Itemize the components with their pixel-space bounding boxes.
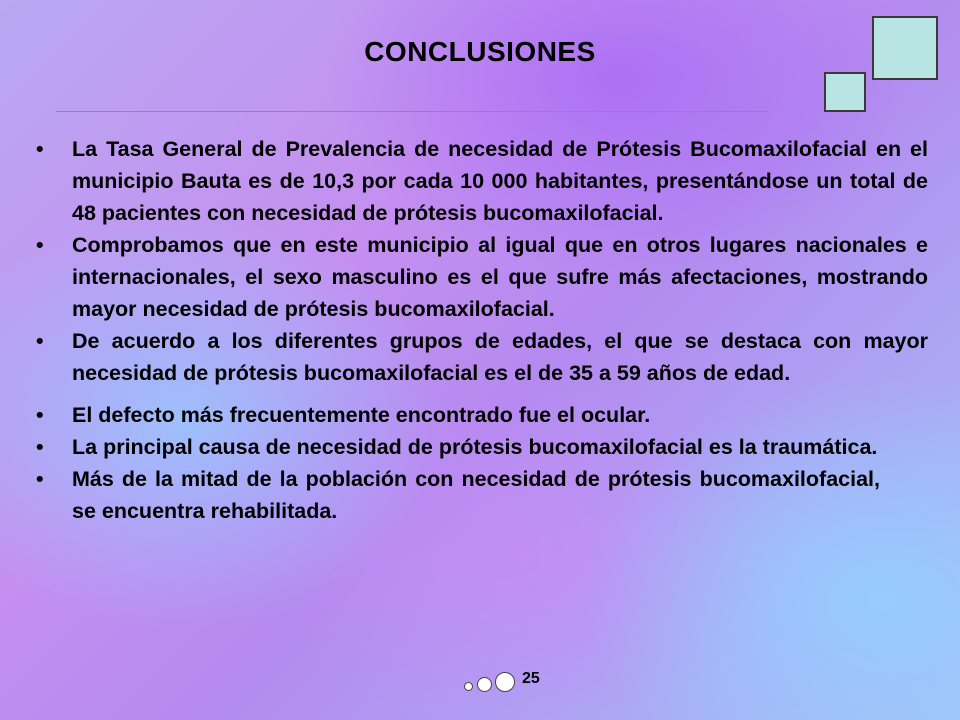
circle-icon-medium [477, 677, 492, 692]
conclusion-item-defect: • El defecto más frecuentemente encontrado fue el ocular. [32, 399, 880, 431]
decorative-circles [462, 672, 522, 696]
conclusion-item-prevalence: • La Tasa General de Prevalencia de necesidad de Prótesis Bucomaxilofacial en el municipio Bauta es de 10,3 por cada 10 000 habitantes, presentándose un total de 48 pacientes con necesidad de prótesis bucomaxilofacial. [32, 133, 928, 229]
title-divider [56, 111, 768, 112]
conclusion-item-rehabilitation: • Más de la mitad de la población con necesidad de prótesis bucomaxilofacial, se encuentra rehabilitada. [32, 463, 880, 527]
page-number: 25 [522, 670, 540, 687]
circle-icon-large [495, 672, 515, 692]
conclusions-list [32, 133, 928, 527]
conclusion-item-age-group: • De acuerdo a los diferentes grupos de edades, el que se destaca con mayor necesidad de prótesis bucomaxilofacial es el de 35 a 59 años de edad. [32, 325, 928, 389]
decorative-square-small [824, 72, 866, 112]
conclusion-item-sex: • Comprobamos que en este municipio al igual que en otros lugares nacionales e internacionales, el sexo masculino es el que sufre más afectaciones, mostrando mayor necesidad de prótesis bucomaxilofacial. [32, 229, 928, 325]
circle-icon-small [464, 682, 473, 691]
conclusion-item-cause: • La principal causa de necesidad de prótesis bucomaxilofacial es la traumática. [32, 431, 880, 463]
slide-title: CONCLUSIONES [364, 36, 596, 67]
